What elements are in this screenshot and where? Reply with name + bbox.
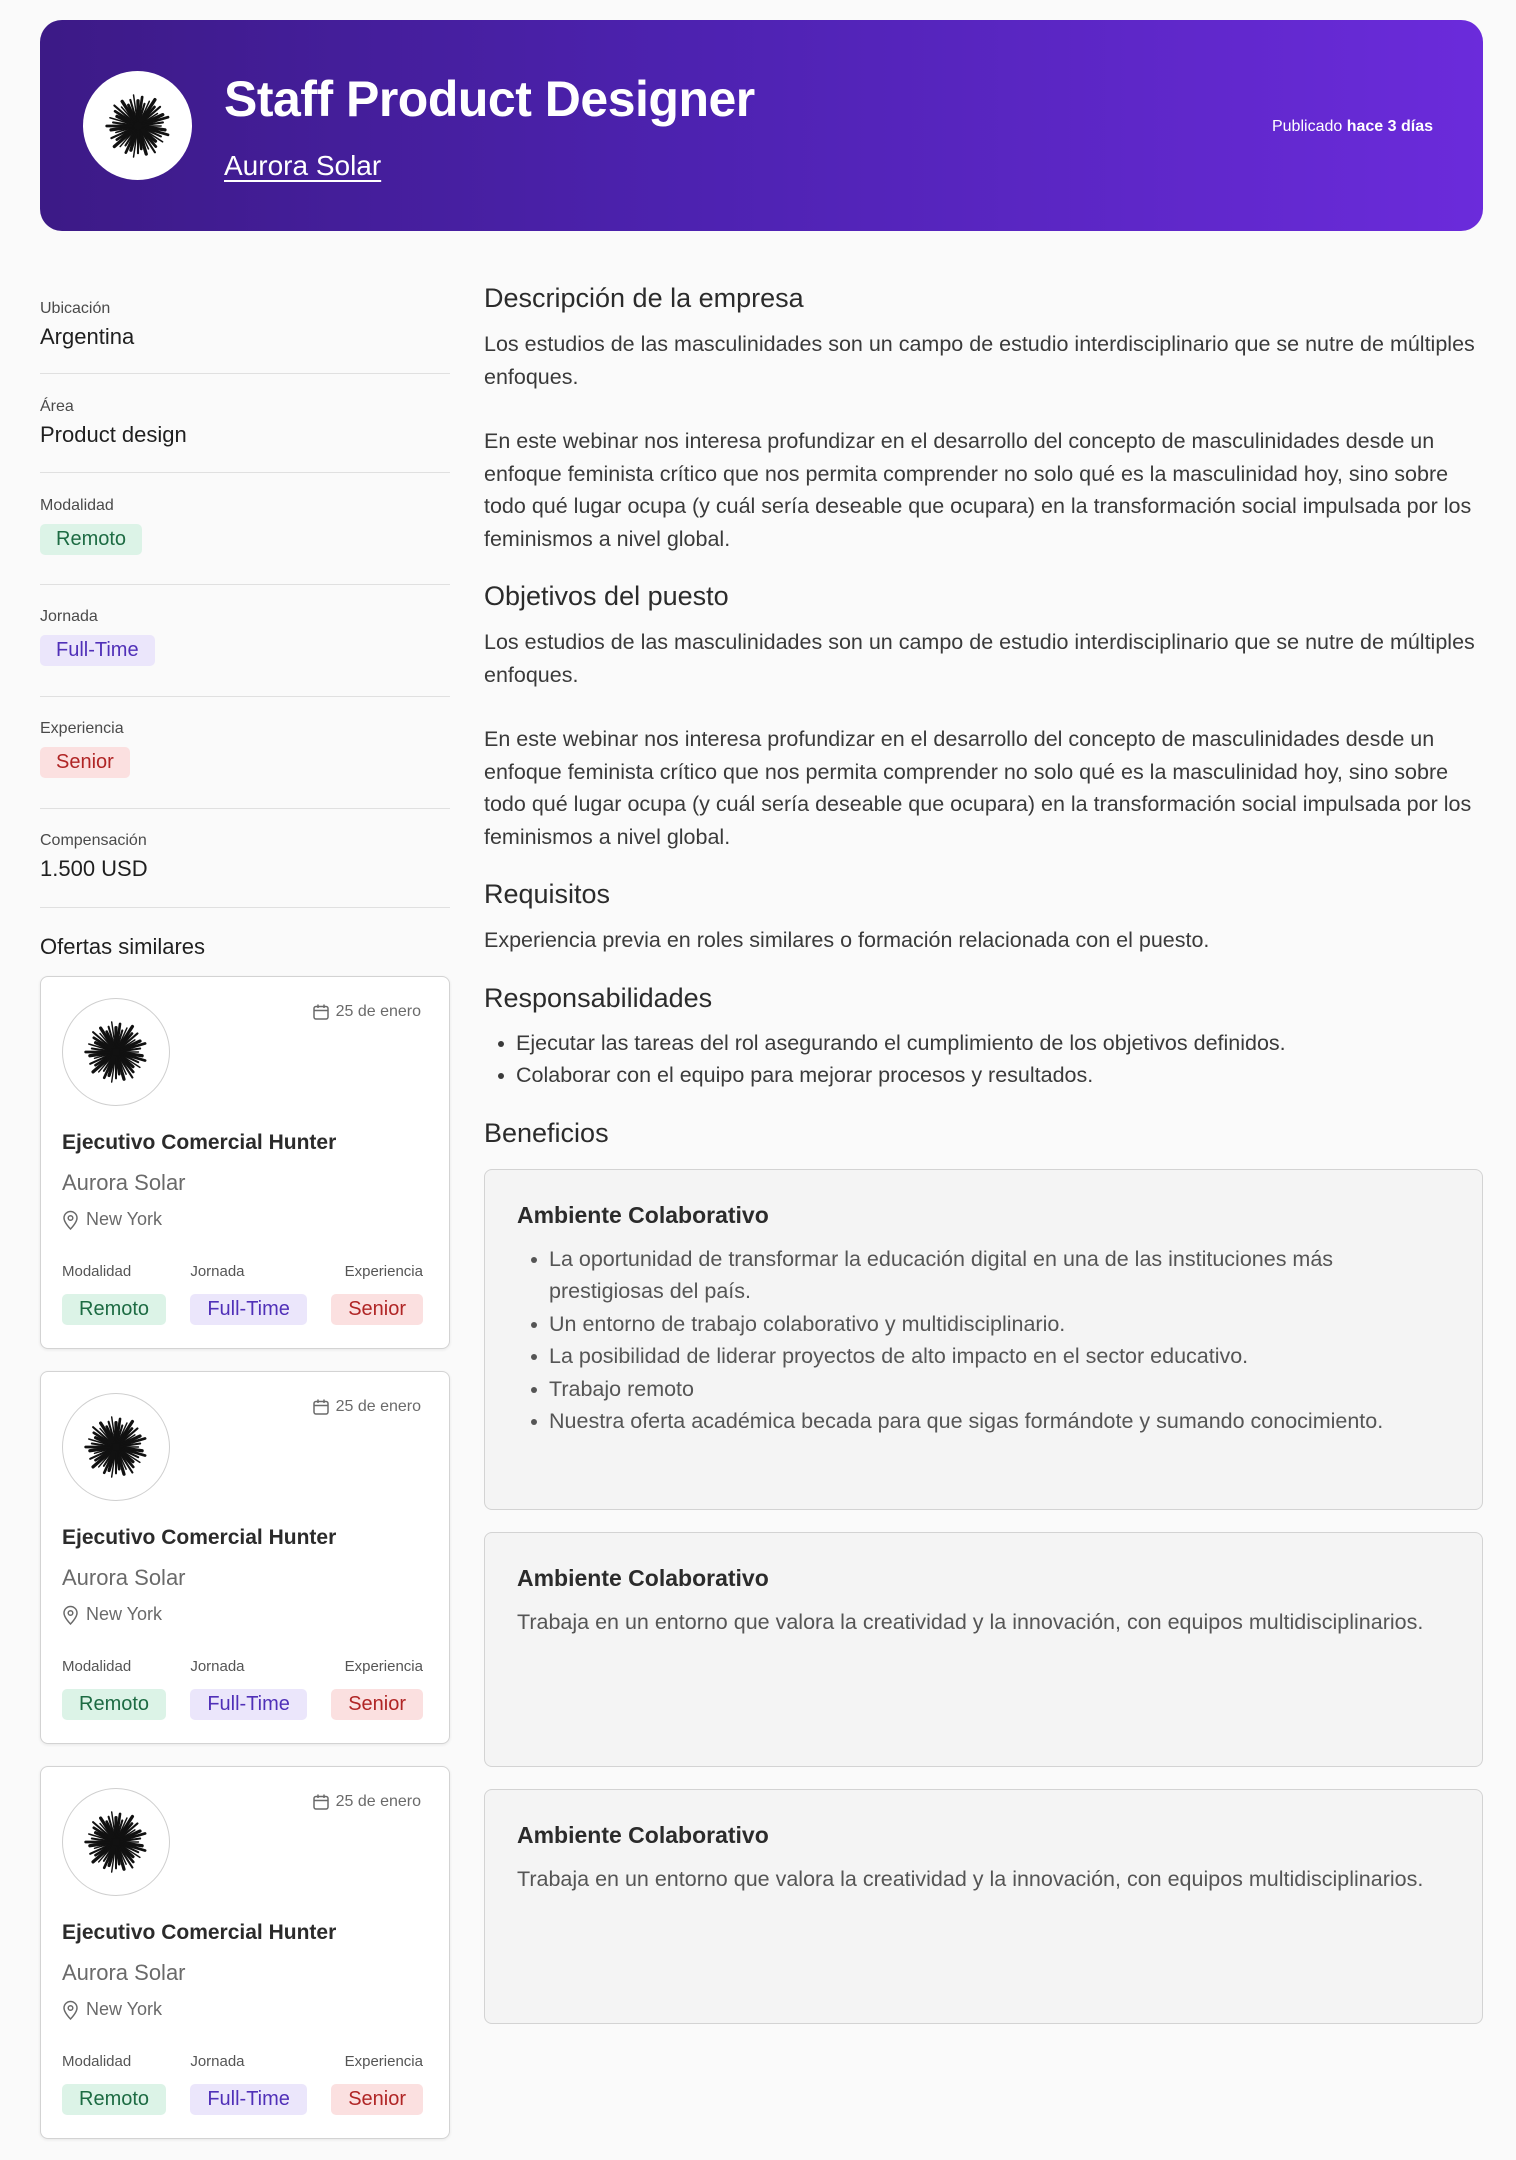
card-date-text: 25 de enero <box>335 1398 421 1415</box>
tag-label: Modalidad <box>62 2053 132 2070</box>
modality-badge: Remoto <box>62 2084 166 2115</box>
field-label: Ubicación <box>40 300 111 317</box>
field-label: Experiencia <box>40 720 124 737</box>
sunburst-logo-icon <box>83 1019 149 1085</box>
similar-offer-card[interactable] <box>40 976 450 1349</box>
benefit-card <box>484 1789 1483 2024</box>
list-item: Colaborar con el equipo para mejorar procesos y resultados. <box>484 1059 1483 1092</box>
experience-badge: Senior <box>40 747 130 778</box>
calendar-icon <box>312 1398 330 1416</box>
list-item: Un entorno de trabajo colaborativo y multidisciplinario. <box>517 1308 1450 1341</box>
card-tags <box>62 1263 423 1325</box>
published-value: hace 3 días <box>1346 118 1433 135</box>
modality-badge: Remoto <box>62 1689 166 1720</box>
benefit-title: Ambiente Colaborativo <box>517 1201 769 1228</box>
card-tags <box>62 2053 423 2115</box>
sunburst-logo-icon <box>83 1809 149 1875</box>
tag-label: Jornada <box>190 1263 245 1280</box>
tag-label: Jornada <box>190 1658 245 1675</box>
field-value: Argentina <box>40 324 135 349</box>
company-link[interactable]: Aurora Solar <box>224 150 382 181</box>
benefit-card <box>484 1532 1483 1767</box>
workday-badge: Full-Time <box>190 1689 307 1720</box>
card-company: Aurora Solar <box>62 1565 186 1590</box>
responsibilities-title: Responsabilidades <box>484 982 713 1013</box>
area-field <box>40 374 450 473</box>
card-date <box>312 1003 421 1021</box>
company-description-title: Descripción de la empresa <box>484 283 804 313</box>
workday-badge: Full-Time <box>190 2084 307 2115</box>
company-logo <box>62 1788 170 1896</box>
benefit-title: Ambiente Colaborativo <box>517 1821 769 1848</box>
objectives-paragraph: En este webinar nos interesa profundizar en el desarrollo del concepto de masculinidades desde un enfoque feminista crítico que nos permita comprender no solo qué es la masculinidad hoy, sino sobre todo qué lugar ocupa (y cuál sería deseable que ocupara) en la transformación social impulsada por los feminismos a nivel global. <box>484 727 1472 849</box>
card-date-text: 25 de enero <box>335 1003 421 1020</box>
tag-label: Modalidad <box>62 1263 132 1280</box>
company-description-paragraph: Los estudios de las masculinidades son un campo de estudio interdisciplinario que se nutre de múltiples enfoques. <box>484 332 1475 389</box>
experience-field <box>40 697 450 809</box>
card-date-text: 25 de enero <box>335 1793 421 1810</box>
list-item: La oportunidad de transformar la educación digital en una de las instituciones más prestigiosas del país. <box>517 1243 1450 1308</box>
tag-label: Experiencia <box>344 2053 423 2070</box>
published-date <box>1272 118 1433 136</box>
field-value: 1.500 USD <box>40 856 148 881</box>
field-label: Jornada <box>40 608 98 625</box>
company-logo <box>62 998 170 1106</box>
workday-badge: Full-Time <box>190 1294 307 1325</box>
modality-field <box>40 473 450 585</box>
location-field <box>40 290 450 374</box>
card-title: Ejecutivo Comercial Hunter <box>62 1131 337 1154</box>
list-item: Ejecutar las tareas del rol asegurando el cumplimiento de los objetivos definidos. <box>484 1027 1483 1060</box>
objectives-title: Objetivos del puesto <box>484 581 729 611</box>
similar-offers-title: Ofertas similares <box>40 934 206 959</box>
card-location-text: New York <box>86 1604 163 1624</box>
card-location <box>62 1604 162 1625</box>
job-title: Staff Product Designer <box>224 71 755 127</box>
experience-badge: Senior <box>331 1689 423 1720</box>
sunburst-logo-icon <box>104 92 172 160</box>
list-item: Trabajo remoto <box>517 1373 1450 1406</box>
card-tags <box>62 1658 423 1720</box>
requirements-title: Requisitos <box>484 879 611 909</box>
calendar-icon <box>312 1003 330 1021</box>
card-company: Aurora Solar <box>62 1170 186 1195</box>
field-label: Área <box>40 398 74 415</box>
similar-offer-card[interactable] <box>40 1766 450 2139</box>
sunburst-logo-icon <box>83 1414 149 1480</box>
card-title: Ejecutivo Comercial Hunter <box>62 1921 337 1944</box>
compensation-field <box>40 809 450 908</box>
list-item: Nuestra oferta académica becada para que sigas formándote y sumando conocimiento. <box>517 1405 1450 1438</box>
requirements-text: Experiencia previa en roles similares o formación relacionada con el puesto. <box>484 928 1210 952</box>
modality-badge: Remoto <box>40 524 142 555</box>
card-company: Aurora Solar <box>62 1960 186 1985</box>
benefit-card <box>484 1169 1483 1510</box>
tag-label: Modalidad <box>62 1658 132 1675</box>
card-location <box>62 1209 162 1230</box>
card-date <box>312 1398 421 1416</box>
card-title: Ejecutivo Comercial Hunter <box>62 1526 337 1549</box>
location-pin-icon <box>62 2000 79 2020</box>
responsibilities-list <box>484 1027 1483 1092</box>
experience-badge: Senior <box>331 2084 423 2115</box>
card-location-text: New York <box>86 1999 163 2019</box>
workday-field <box>40 585 450 697</box>
job-description <box>484 283 1483 2024</box>
benefit-list <box>517 1243 1450 1438</box>
company-logo <box>83 71 192 180</box>
company-description-paragraph: En este webinar nos interesa profundizar en el desarrollo del concepto de masculinidades desde un enfoque feminista crítico que nos permita comprender no solo qué es la masculinidad hoy, sino sobre todo qué lugar ocupa (y cuál sería deseable que ocupara) en la transformación social impulsada por los feminismos a nivel global. <box>484 429 1472 551</box>
location-pin-icon <box>62 1605 79 1625</box>
company-logo <box>62 1393 170 1501</box>
benefit-text: Trabaja en un entorno que valora la creatividad y la innovación, con equipos multidisciplinarios. <box>517 1866 1424 1891</box>
calendar-icon <box>312 1793 330 1811</box>
modality-badge: Remoto <box>62 1294 166 1325</box>
job-details-sidebar <box>40 290 450 2139</box>
card-date <box>312 1793 421 1811</box>
card-location <box>62 1999 162 2020</box>
job-header <box>40 20 1483 231</box>
benefit-title: Ambiente Colaborativo <box>517 1564 769 1591</box>
similar-offer-card[interactable] <box>40 1371 450 1744</box>
workday-badge: Full-Time <box>40 635 155 666</box>
list-item: La posibilidad de liderar proyectos de alto impacto en el sector educativo. <box>517 1340 1450 1373</box>
benefit-text: Trabaja en un entorno que valora la creatividad y la innovación, con equipos multidisciplinarios. <box>517 1609 1424 1634</box>
tag-label: Experiencia <box>344 1658 423 1675</box>
similar-offers-list <box>40 976 450 2139</box>
field-label: Compensación <box>40 832 147 849</box>
tag-label: Experiencia <box>344 1263 423 1280</box>
objectives-paragraph: Los estudios de las masculinidades son un campo de estudio interdisciplinario que se nutre de múltiples enfoques. <box>484 630 1475 687</box>
field-label: Modalidad <box>40 497 114 514</box>
location-pin-icon <box>62 1210 79 1230</box>
tag-label: Jornada <box>190 2053 245 2070</box>
benefits-title: Beneficios <box>484 1117 609 1148</box>
card-location-text: New York <box>86 1209 163 1229</box>
experience-badge: Senior <box>331 1294 423 1325</box>
published-prefix: Publicado <box>1271 118 1343 135</box>
field-value: Product design <box>40 422 187 447</box>
